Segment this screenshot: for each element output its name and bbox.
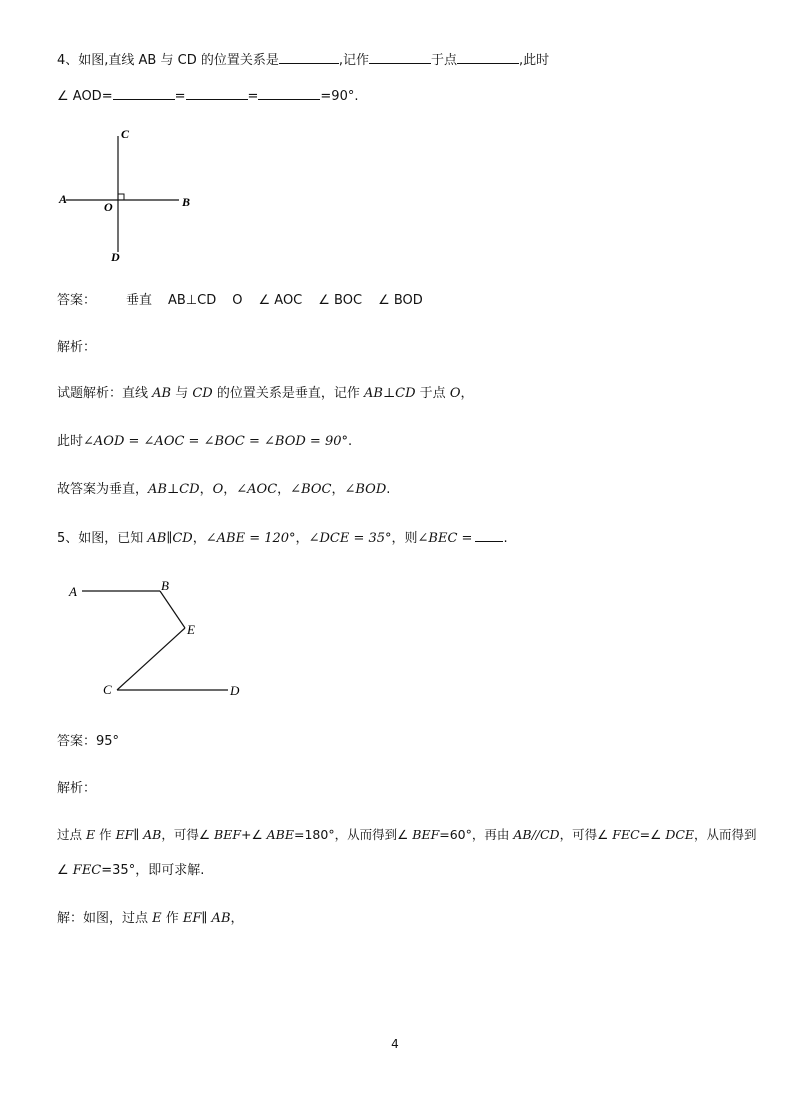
label-a: A: [69, 584, 77, 599]
q4-solution-line3: 故答案为垂直，AB⊥CD，O，∠AOC，∠BOC，∠BOD.: [57, 482, 391, 497]
label-o: O: [104, 200, 113, 214]
q4-analysis-label: 解析：: [57, 340, 97, 355]
q4-solution-line2: 此时∠AOD = ∠AOC = ∠BOC = ∠BOD = 90°.: [57, 434, 353, 449]
label-a: A: [59, 192, 68, 206]
right-angle-mark: [118, 194, 124, 200]
answer-item: AB⊥CD: [168, 293, 217, 308]
label-b: B: [182, 195, 191, 209]
label-d: D: [230, 683, 240, 698]
blank-point[interactable]: [457, 51, 519, 64]
q4-question-line2: ∠ AOD= = = =90°.: [57, 89, 359, 104]
label-e: E: [187, 622, 195, 637]
blank-angle-3[interactable]: [258, 87, 320, 100]
answer-item: ∠ AOC: [258, 293, 303, 308]
label-c: C: [121, 127, 130, 141]
blank-angle-1[interactable]: [113, 87, 175, 100]
segment-be: [160, 591, 185, 628]
q4-question-line1: 4、如图,直线 AB 与 CD 的位置关系是 ,记作 于点 ,此时: [57, 53, 550, 68]
label-c: C: [103, 682, 112, 697]
blank-bec[interactable]: [475, 529, 503, 542]
page-number: 4: [391, 1037, 399, 1051]
blank-relation[interactable]: [279, 51, 339, 64]
label-b: B: [161, 578, 169, 593]
q5-solution-line1: 解：如图，过点 E 作 EF∥ AB，: [57, 911, 244, 926]
q5-analysis-line1: 过点 E 作 EF∥ AB，可得∠ BEF+∠ ABE=180°，从而得到∠ BEF=60°，再由 AB//CD，可得∠ FEC=∠ DCE，从而得到: [57, 827, 757, 842]
q5-answer: 答案：95°: [57, 734, 120, 749]
q4-perpendicular-figure: [55, 125, 205, 265]
label-d: D: [111, 250, 120, 264]
q4-answer: 答案： 垂直 AB⊥CD O ∠ AOC ∠ BOC ∠ BOD: [57, 293, 423, 308]
q5-parallel-figure: [60, 572, 260, 702]
answer-item: ∠ BOC: [318, 293, 363, 308]
answer-item: O: [232, 293, 243, 308]
segment-ec: [117, 628, 185, 690]
q5-question-line1: 5、如图，已知 AB∥CD，∠ABE = 120°，∠DCE = 35°，则∠BEC = .: [57, 531, 508, 546]
q5-analysis-label: 解析：: [57, 781, 97, 796]
blank-notation[interactable]: [369, 51, 431, 64]
answer-item: 垂直: [126, 293, 153, 308]
answer-item: ∠ BOD: [378, 293, 423, 308]
q4-solution-line1: 试题解析：直线 AB 与 CD 的位置关系是垂直，记作 AB⊥CD 于点 O，: [57, 386, 474, 401]
q5-analysis-line2: ∠ FEC=35°，即可求解.: [57, 863, 205, 878]
blank-angle-2[interactable]: [186, 87, 248, 100]
